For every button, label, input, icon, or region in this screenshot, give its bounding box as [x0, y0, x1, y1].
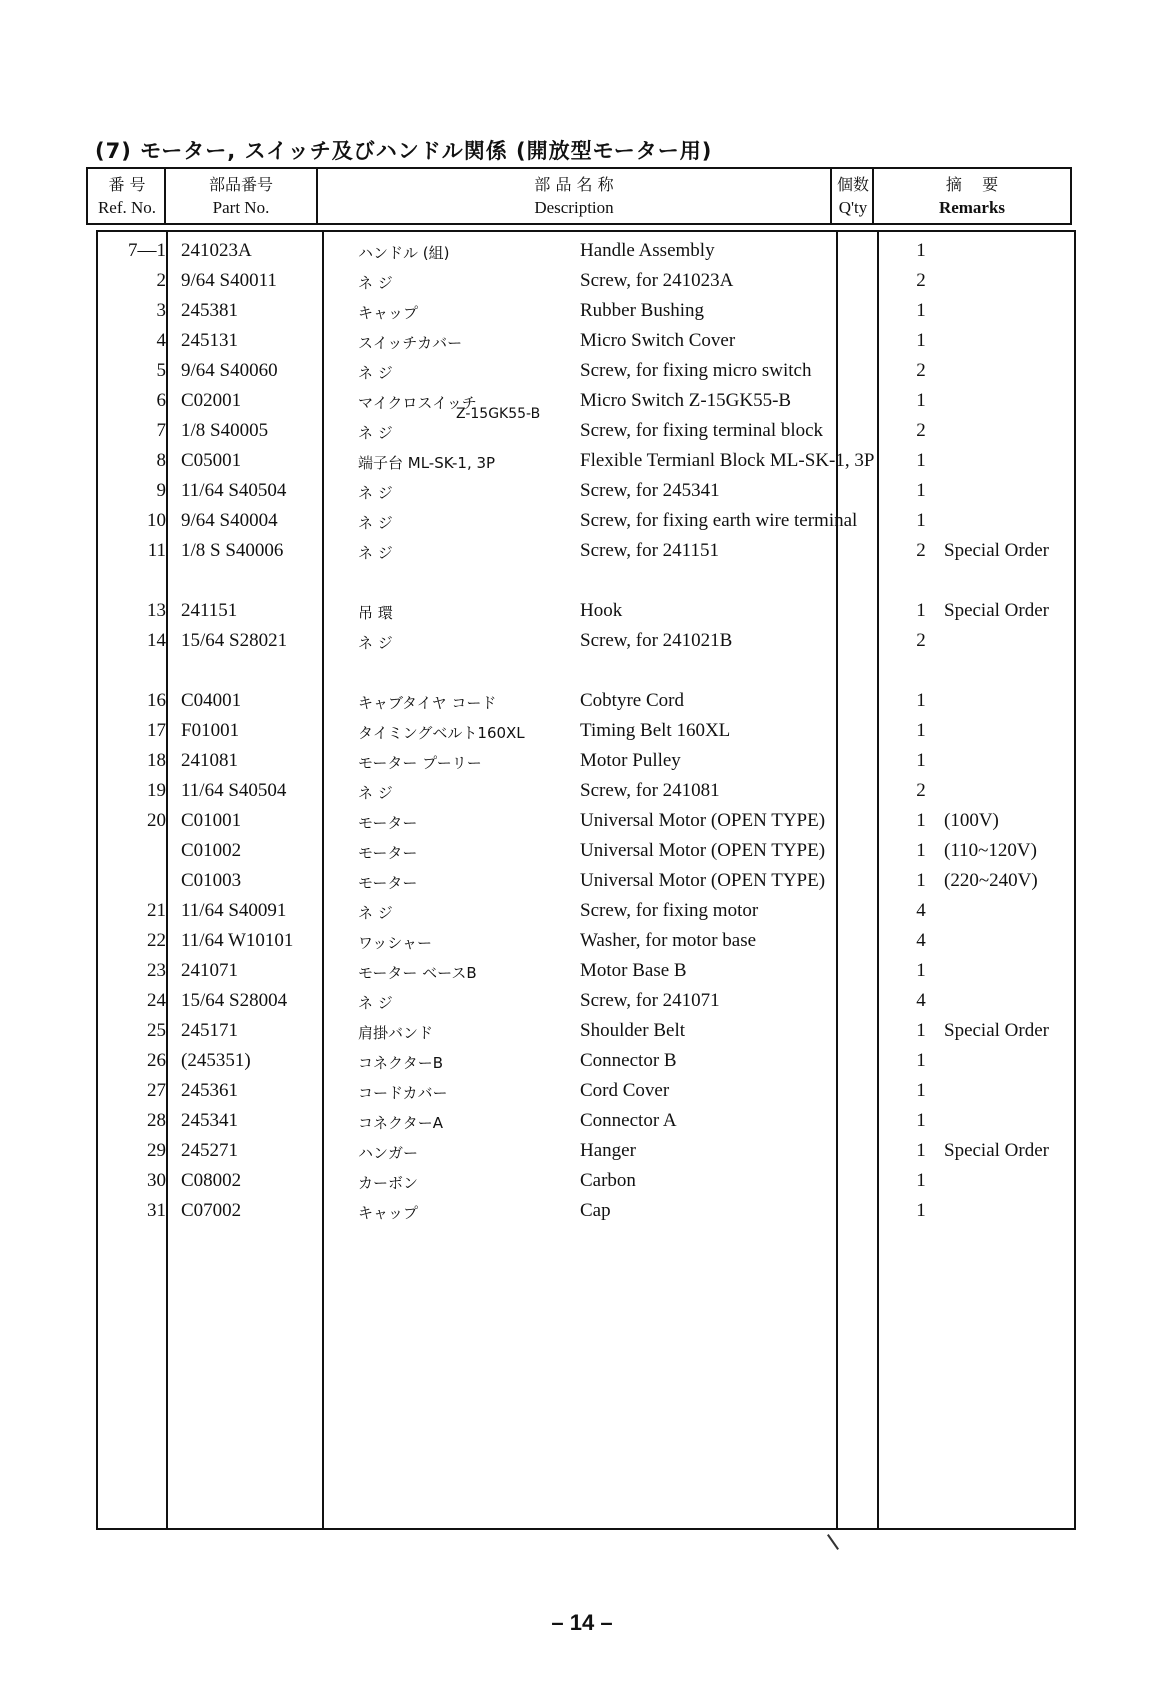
part-no-cell: C05001	[181, 450, 242, 471]
ref-cell: 10	[147, 510, 166, 531]
qty-cell: 4	[916, 900, 926, 921]
qty-cell: 1	[916, 330, 926, 351]
table-row	[86, 718, 1076, 748]
description-cell: Universal Motor (OPEN TYPE)	[580, 840, 826, 861]
description-cell: Cap	[580, 1200, 611, 1221]
part-no-cell: C08002	[181, 1170, 242, 1191]
table-row	[86, 778, 1076, 808]
part-no-cell: 11/64 S40091	[181, 900, 287, 921]
table-row	[86, 928, 1076, 958]
ref-cell: 16	[147, 690, 166, 711]
page-number: – 14 –	[551, 1610, 613, 1635]
part-no-cell: 15/64 S28021	[181, 630, 288, 651]
qty-cell: 1	[916, 810, 926, 831]
ref-cell: 5	[156, 360, 166, 381]
part-no-cell: C01001	[181, 810, 242, 831]
part-no-cell: F01001	[181, 720, 240, 741]
part-no-cell: 9/64 S40060	[181, 360, 278, 381]
jp-name-cell: 端子台 ML-SK-1, 3P	[358, 454, 496, 472]
table-row	[86, 418, 1076, 448]
header-qty-en: Q'ty	[838, 198, 868, 217]
table-row	[86, 808, 1076, 838]
jp-name-cell: カーボン	[358, 1174, 419, 1192]
jp-name-cell: コネクターA	[358, 1114, 443, 1132]
jp-name-cell: ネ ジ	[358, 424, 393, 442]
part-no-cell: 11/64 S40504	[181, 780, 287, 801]
remarks-cell: (110~120V)	[944, 840, 1037, 861]
table-row	[86, 478, 1076, 508]
description-cell: Connector B	[580, 1050, 677, 1071]
jp-name-cell: モーター	[358, 844, 418, 862]
description-cell: Hook	[580, 600, 623, 621]
ref-cell: 24	[147, 990, 166, 1011]
header-qty-jp: 個数	[836, 175, 869, 194]
table-row	[86, 448, 1076, 478]
ref-cell: 30	[147, 1170, 166, 1191]
table-row	[86, 1108, 1076, 1138]
table-row	[86, 598, 1076, 628]
jp-name-cell: モーター ベースB	[358, 964, 477, 982]
table-row	[86, 1168, 1076, 1198]
part-no-cell: 245381	[181, 300, 238, 321]
jp-name-cell: ネ ジ	[358, 544, 393, 562]
table-row	[86, 748, 1076, 778]
part-no-cell: 9/64 S40011	[181, 270, 277, 291]
qty-cell: 1	[916, 1200, 926, 1221]
qty-cell: 2	[916, 780, 926, 801]
header-part-en: Part No.	[212, 198, 270, 217]
qty-cell: 4	[916, 990, 926, 1011]
description-cell: Hanger	[580, 1140, 636, 1161]
description-cell: Micro Switch Cover	[580, 330, 736, 351]
table-row	[86, 838, 1076, 868]
qty-cell: 1	[916, 600, 926, 621]
header-divider	[872, 169, 874, 223]
ref-cell: 27	[147, 1080, 166, 1101]
table-header	[86, 167, 1072, 225]
ref-cell: 11	[147, 540, 166, 561]
jp-name-cell: ネ ジ	[358, 994, 393, 1012]
remarks-cell: Special Order	[944, 600, 1049, 621]
description-cell: Shoulder Belt	[580, 1020, 686, 1041]
jp-name-cell: タイミングベルト160XL	[358, 724, 525, 742]
part-no-cell: 1/8 S40005	[181, 420, 269, 441]
header-divider	[164, 169, 166, 223]
description-cell: Cord Cover	[580, 1080, 670, 1101]
qty-cell: 1	[916, 840, 926, 861]
ref-cell: 19	[147, 780, 166, 801]
table-row	[86, 1048, 1076, 1078]
qty-cell: 1	[916, 750, 926, 771]
part-no-cell: 15/64 S28004	[181, 990, 288, 1011]
remarks-cell: (220~240V)	[944, 870, 1038, 891]
table-row	[86, 658, 1076, 688]
description-cell: Timing Belt 160XL	[580, 720, 731, 741]
part-no-cell: C01002	[181, 840, 242, 861]
ref-cell: 26	[147, 1050, 166, 1071]
jp-name-cell: コードカバー	[358, 1084, 448, 1102]
table-row	[86, 868, 1076, 898]
qty-cell: 2	[916, 270, 926, 291]
ref-cell: 8	[156, 450, 166, 471]
jp-name-cell: モーター	[358, 874, 418, 892]
table-row	[86, 538, 1076, 568]
part-no-cell: 241151	[181, 600, 238, 621]
description-cell: Connector A	[580, 1110, 677, 1131]
description-cell: Rubber Bushing	[580, 300, 705, 321]
header-qty	[832, 173, 874, 219]
jp-name-cell: マイクロスイッチ	[358, 394, 477, 412]
part-no-cell: 1/8 S S40006	[181, 540, 284, 561]
part-no-cell: C01003	[181, 870, 242, 891]
table-row	[86, 268, 1076, 298]
parts-table	[86, 167, 1076, 1531]
table-row	[86, 898, 1076, 928]
table-row	[86, 1198, 1076, 1228]
description-cell: Micro Switch Z-15GK55-B	[580, 390, 792, 411]
jp-name-cell: ネ ジ	[358, 484, 393, 502]
qty-cell: 1	[916, 390, 926, 411]
part-no-cell: 245171	[181, 1020, 238, 1041]
jp-name-cell: ネ ジ	[358, 274, 393, 292]
table-row	[86, 1018, 1076, 1048]
jp-name-cell: モーター	[358, 814, 418, 832]
part-no-cell: 245271	[181, 1140, 238, 1161]
description-cell: Motor Base B	[580, 960, 687, 981]
part-no-cell: (245351)	[181, 1050, 251, 1071]
header-remarks-en: Remarks	[938, 198, 1006, 217]
qty-cell: 1	[916, 1170, 926, 1191]
ref-cell: 23	[147, 960, 166, 981]
part-no-cell: C07002	[181, 1200, 242, 1221]
remarks-cell: Special Order	[944, 540, 1049, 561]
jp-name-cell: ネ ジ	[358, 364, 393, 382]
description-cell: Carbon	[580, 1170, 636, 1191]
header-desc	[316, 173, 832, 219]
qty-cell: 1	[916, 960, 926, 981]
qty-cell: 1	[916, 450, 926, 471]
description-cell: Screw, for 241023A	[580, 270, 734, 291]
part-no-cell: C02001	[181, 390, 242, 411]
qty-cell: 2	[916, 630, 926, 651]
description-cell: Screw, for 241021B	[580, 630, 733, 651]
header-part-jp: 部品番号	[208, 175, 273, 194]
table-row	[86, 1078, 1076, 1108]
part-no-cell: 241081	[181, 750, 238, 771]
remarks-cell: Special Order	[944, 1140, 1049, 1161]
ref-cell: 22	[147, 930, 166, 951]
description-cell: Washer, for motor base	[580, 930, 757, 951]
part-no-cell: 11/64 W10101	[181, 930, 294, 951]
qty-cell: 1	[916, 510, 926, 531]
part-no-cell: 245341	[181, 1110, 238, 1131]
ref-cell: 3	[156, 300, 166, 321]
description-cell: Universal Motor (OPEN TYPE)	[580, 810, 826, 831]
ref-cell: 29	[147, 1140, 166, 1161]
jp-name-sub-cell: Z-15GK55-B	[456, 406, 541, 422]
part-no-cell: 9/64 S40004	[181, 510, 278, 531]
part-no-cell: C04001	[181, 690, 242, 711]
jp-name-cell: ネ ジ	[358, 784, 393, 802]
jp-name-cell: ハンガー	[358, 1144, 419, 1162]
jp-name-cell: モーター プーリー	[358, 754, 482, 772]
description-cell: Universal Motor (OPEN TYPE)	[580, 870, 826, 891]
qty-cell: 1	[916, 1110, 926, 1131]
jp-name-cell: キャップ	[358, 304, 419, 322]
jp-name-cell: ネ ジ	[358, 634, 393, 652]
qty-cell: 1	[916, 1020, 926, 1041]
jp-name-cell: ハンドル (組)	[358, 244, 450, 262]
description-cell: Screw, for 245341	[580, 480, 720, 501]
jp-name-cell: キャップ	[358, 1204, 419, 1222]
description-cell: Screw, for 241071	[580, 990, 720, 1011]
table-row	[86, 238, 1076, 268]
ref-cell: 4	[156, 330, 166, 351]
ref-cell: 7—1	[128, 240, 166, 261]
qty-cell: 2	[916, 360, 926, 381]
table-row	[86, 628, 1076, 658]
table-row	[86, 328, 1076, 358]
remarks-cell: Special Order	[944, 1020, 1049, 1041]
table-row	[86, 688, 1076, 718]
table-row	[86, 358, 1076, 388]
jp-name-cell: 肩掛バンド	[358, 1024, 434, 1042]
ref-cell: 21	[147, 900, 166, 921]
description-cell: Screw, for 241081	[580, 780, 720, 801]
description-cell: Screw, for 241151	[580, 540, 719, 561]
description-cell: Screw, for fixing micro switch	[580, 360, 812, 381]
header-remarks	[874, 173, 1070, 219]
table-row	[86, 988, 1076, 1018]
ref-cell: 17	[147, 720, 166, 741]
header-divider	[830, 169, 832, 223]
description-cell: Screw, for fixing terminal block	[580, 420, 824, 441]
description-cell: Handle Assembly	[580, 240, 715, 261]
jp-name-cell: ネ ジ	[358, 514, 393, 532]
header-desc-en: Description	[534, 198, 614, 217]
jp-name-cell: キャブタイヤ コード	[358, 694, 497, 712]
description-cell: Motor Pulley	[580, 750, 681, 771]
ref-cell: 28	[147, 1110, 166, 1131]
ref-cell: 9	[156, 480, 166, 501]
ref-cell: 6	[156, 390, 166, 411]
ref-cell: 18	[147, 750, 166, 771]
qty-cell: 2	[916, 540, 926, 561]
header-ref	[88, 173, 166, 219]
ref-cell: 14	[147, 630, 166, 651]
part-no-cell: 245131	[181, 330, 238, 351]
description-cell: Flexible Termianl Block ML-SK-1, 3P	[580, 450, 875, 471]
qty-cell: 1	[916, 1050, 926, 1071]
jp-name-cell: ワッシャー	[358, 934, 432, 952]
part-no-cell: 241071	[181, 960, 238, 981]
header-divider	[316, 169, 318, 223]
table-row	[86, 298, 1076, 328]
part-no-cell: 245361	[181, 1080, 238, 1101]
qty-cell: 1	[916, 480, 926, 501]
table-row	[86, 388, 1076, 422]
ref-cell: 25	[147, 1020, 166, 1041]
remarks-cell: (100V)	[944, 810, 999, 831]
qty-cell: 2	[916, 420, 926, 441]
qty-cell: 1	[916, 240, 926, 261]
part-no-cell: 241023A	[181, 240, 252, 261]
ref-cell: 31	[147, 1200, 166, 1221]
ref-cell: 20	[147, 810, 166, 831]
qty-cell: 1	[916, 720, 926, 741]
header-part	[166, 173, 316, 219]
qty-cell: 1	[916, 300, 926, 321]
jp-name-cell: 吊 環	[358, 604, 393, 622]
description-cell: Cobtyre Cord	[580, 690, 684, 711]
table-row	[86, 958, 1076, 988]
qty-cell: 1	[916, 690, 926, 711]
header-remarks-jp: 摘 要	[945, 175, 999, 194]
qty-cell: 1	[916, 1140, 926, 1161]
ref-cell: 7	[156, 420, 166, 441]
qty-cell: 1	[916, 870, 926, 891]
ref-cell: 2	[156, 270, 166, 291]
section-title: (7) モーター, スイッチ及びハンドル関係 (開放型モーター用)	[95, 139, 713, 163]
header-ref-en: Ref. No.	[97, 198, 157, 217]
table-row	[86, 1138, 1076, 1168]
part-no-cell: 11/64 S40504	[181, 480, 287, 501]
table-row	[86, 568, 1076, 598]
description-cell: Screw, for fixing earth wire terminal	[580, 510, 858, 531]
description-cell: Screw, for fixing motor	[580, 900, 759, 921]
stray-mark	[827, 1534, 839, 1550]
jp-name-cell: スイッチカバー	[358, 334, 463, 352]
qty-cell: 1	[916, 1080, 926, 1101]
table-row	[86, 508, 1076, 538]
ref-cell: 13	[147, 600, 166, 621]
header-ref-jp: 番 号	[108, 175, 146, 194]
header-desc-jp: 部 品 名 称	[534, 175, 614, 194]
jp-name-cell: ネ ジ	[358, 904, 393, 922]
qty-cell: 4	[916, 930, 926, 951]
jp-name-cell: コネクターB	[358, 1054, 443, 1072]
